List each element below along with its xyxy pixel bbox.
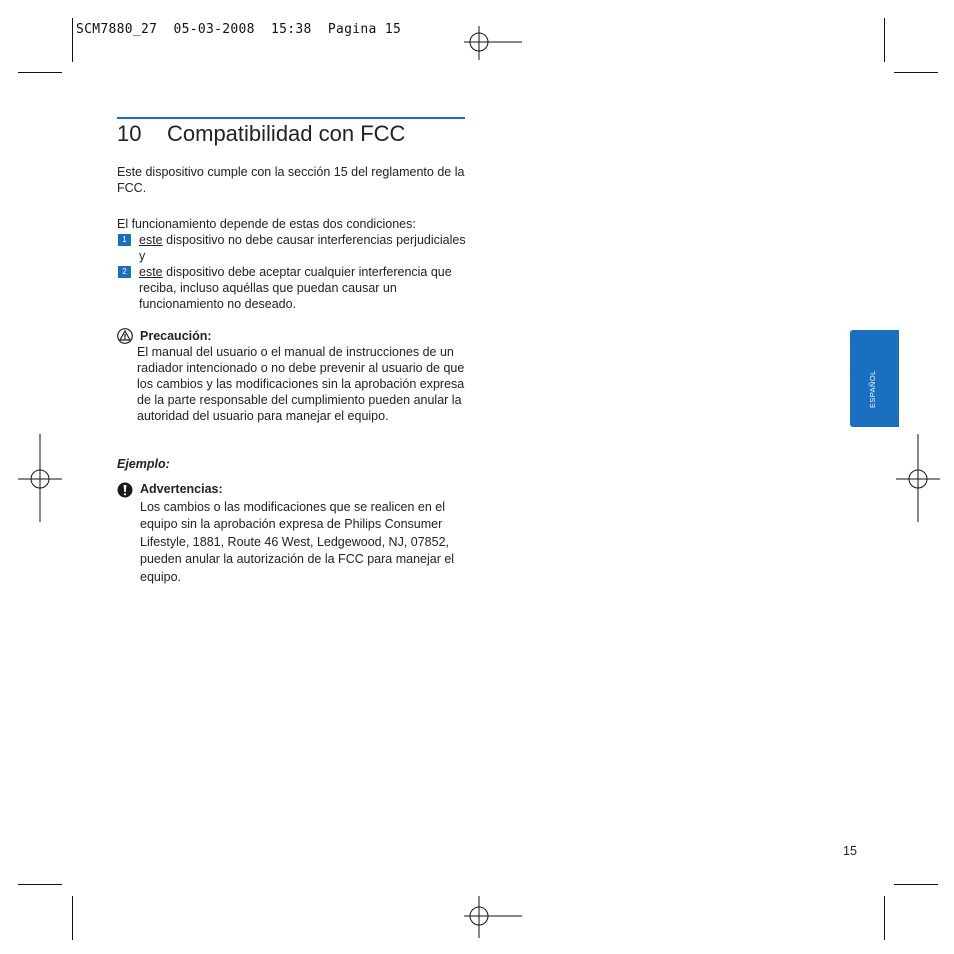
language-tab-label: ESPAÑOL [868, 370, 877, 408]
language-tab [850, 330, 899, 427]
conditions-list [117, 232, 467, 312]
caution-text: El manual del usuario o el manual de instrucciones de un radiador intencionado o no debe prevenir al usuario de que los cambios y las modificaciones sin la aprobación expresa de la parte responsable del cumplimiento pueden anular la autoridad del usuario para manejar el equipo. [137, 345, 465, 423]
warning-heading: Advertencias: [140, 482, 223, 496]
list-item-lead: este [139, 233, 163, 247]
warning-text: Los cambios o las modificaciones que se realicen en el equipo sin la aprobación expresa de Philips Consumer Lifestyle, 1881, Route 46 West, Ledgewood, NJ, 07852, pueden anular la autorización de la FCC para manejar el equipo. [140, 499, 455, 584]
registration-mark-bottom [464, 896, 524, 940]
list-item [117, 264, 467, 312]
registration-mark-right [896, 434, 940, 522]
list-item [117, 232, 467, 264]
registration-mark-left [18, 434, 62, 522]
step-badge: 1 [118, 234, 131, 246]
conditions-intro: El funcionamiento depende de estas dos condiciones: [117, 217, 416, 231]
step-badge: 2 [118, 266, 131, 278]
example-label: Ejemplo: [117, 457, 170, 471]
warning-note [117, 481, 467, 586]
page-number: 15 [843, 844, 857, 858]
print-slug: SCM7880_27 05-03-2008 15:38 Pagina 15 [76, 22, 402, 37]
section-rule [117, 117, 465, 119]
exclamation-icon [117, 482, 133, 498]
caution-heading: Precaución: [140, 329, 212, 343]
section-number: 10 [117, 121, 142, 146]
caution-triangle-icon [117, 328, 133, 344]
registration-mark-top [464, 26, 524, 62]
list-item-lead: este [139, 265, 163, 279]
list-item-text: dispositivo debe aceptar cualquier interferencia que reciba, incluso aquéllas que puedan causar un funcionamiento no deseado. [139, 265, 452, 311]
caution-note [117, 328, 467, 424]
section-title [117, 121, 405, 147]
intro-paragraph: Este dispositivo cumple con la sección 15 del reglamento de la FCC. [117, 165, 465, 195]
list-item-text: dispositivo no debe causar interferencias perjudiciales y [139, 233, 466, 263]
section-title-text: Compatibilidad con FCC [167, 121, 406, 146]
